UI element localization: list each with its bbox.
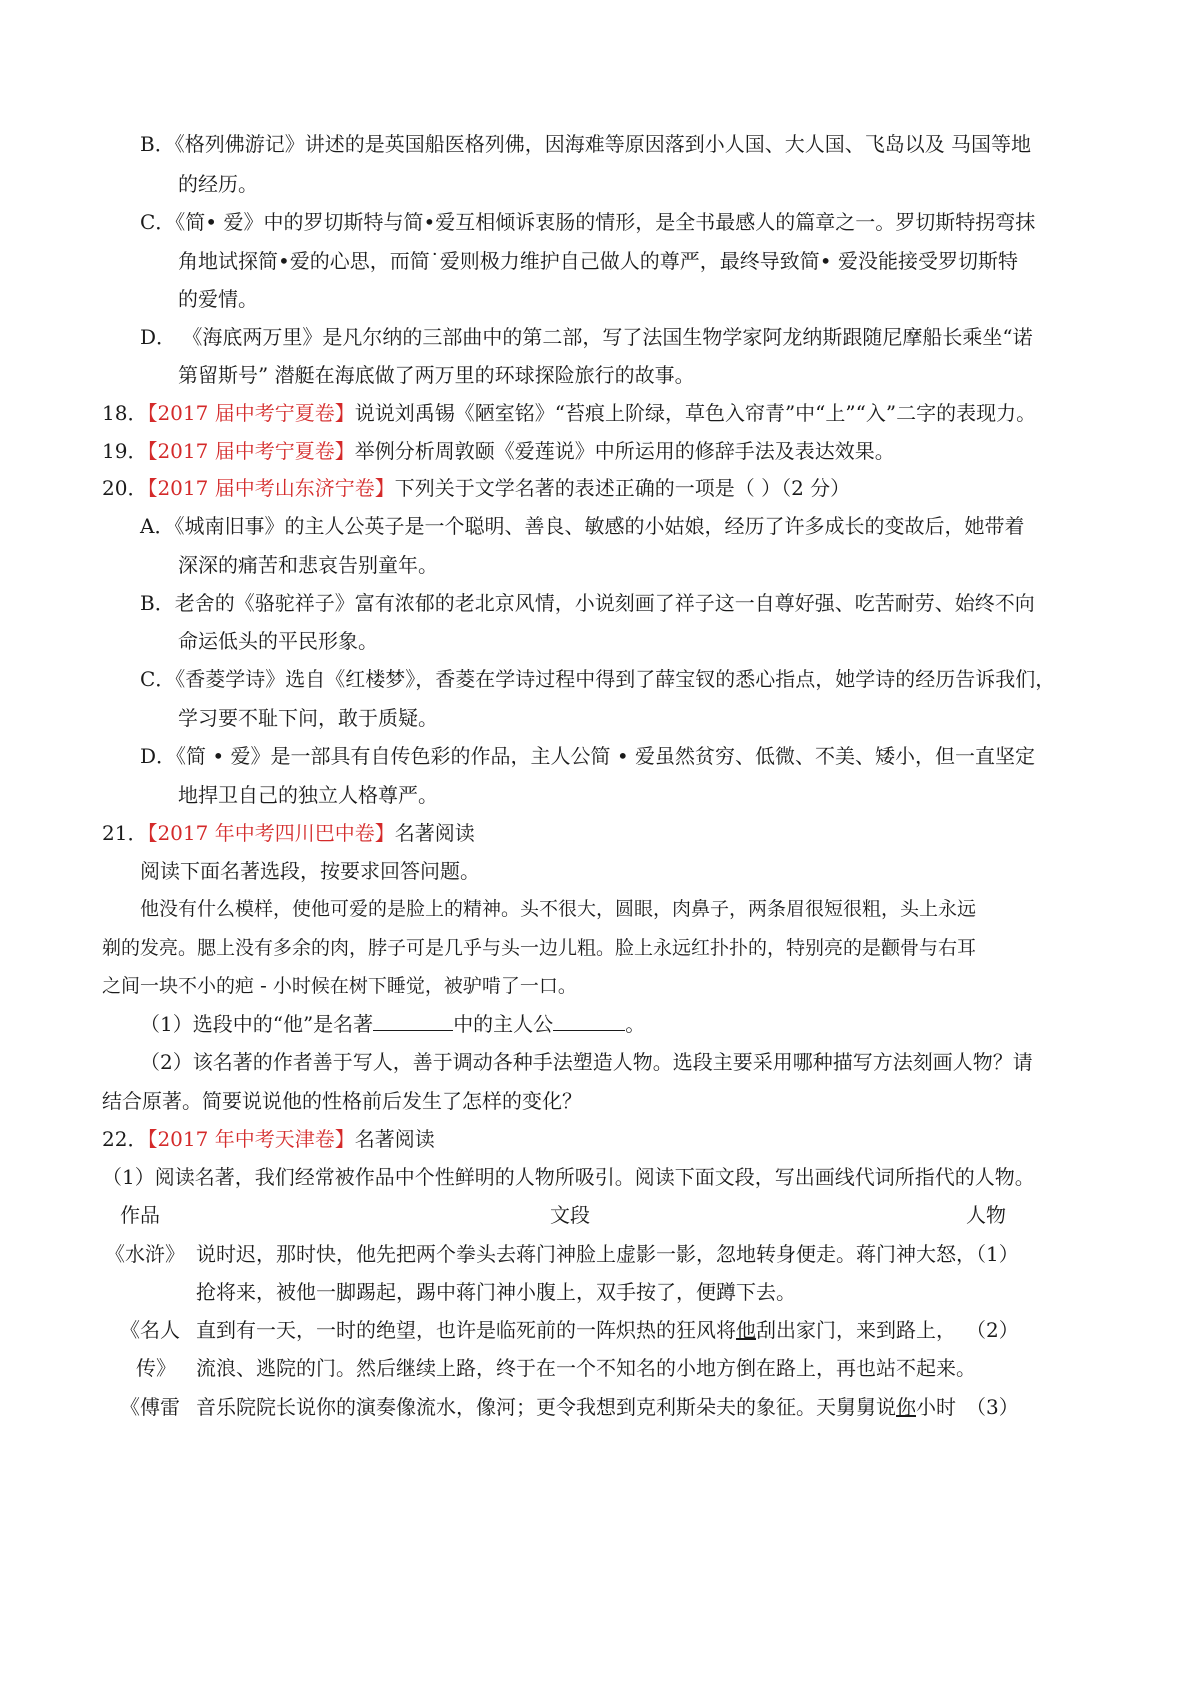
q21-sub2-line2: 结合原著。简要说说他的性格前后发生了怎样的变化？ — [102, 1089, 582, 1113]
q20-option-d-line2: 地捍卫自己的独立人格尊严。 — [178, 783, 438, 807]
q20-option-d-line1: D．《简 • 爱》是一部具有自传色彩的作品，主人公简 • 爱虽然贫穷、低微、不美、矮小，但一直坚定 — [140, 744, 1036, 768]
table-row-2-number: （2） — [966, 1318, 1019, 1342]
underlined-pronoun: 你 — [896, 1395, 916, 1419]
table-row-1-work: 《水浒》 — [105, 1242, 185, 1266]
q21-excerpt-line2: 剃的发亮。腮上没有多余的肉，脖子可是几乎与头一边儿粗。脸上永远红扑扑的，特别亮的是颧骨与右耳 — [102, 937, 977, 959]
answer-blank-protagonist[interactable] — [553, 1010, 625, 1031]
table-row-2-passage-line2: 流浪、逃院的门。然后继续上路，终于在一个不知名的小地方倒在路上，再也站不起来。 — [196, 1356, 976, 1380]
passage-text: 刮出家门，来到路上， — [756, 1318, 956, 1342]
q20-option-c-line1: C．《香菱学诗》选自《红楼梦》，香菱在学诗过程中得到了薛宝钗的悉心指点，她学诗的经历告诉我们， — [140, 667, 1056, 691]
passage-text: 小时 — [916, 1395, 956, 1419]
table-row-1-passage-line2: 抢将来，被他一脚踢起，踢中蒋门神小腹上，双手按了，便蹲下去。 — [196, 1280, 796, 1304]
question-18 — [102, 399, 1036, 427]
question-22 — [102, 1125, 435, 1153]
table-header-person: 人物 — [966, 1203, 1006, 1227]
question-text: 举例分析周敦颐《爱莲说》中所运用的修辞手法及表达效果。 — [354, 439, 895, 463]
q17-option-d-line1: D． 《海底两万里》是凡尔纳的三部曲中的第二部，写了法国生物学家阿龙纳斯跟随尼摩船长乘坐“诺 — [140, 325, 1033, 349]
q17-option-d-line2: 第留斯号” 潜艇在海底做了两万里的环球探险旅行的故事。 — [178, 363, 695, 387]
q21-sub1-text-c: 。 — [625, 1012, 646, 1036]
q21-sub1-text-a: （1）选段中的“他”是名著 — [140, 1012, 374, 1036]
question-source: 【2017 年中考天津卷】 — [147, 1127, 355, 1151]
question-text: 名著阅读 — [354, 1127, 435, 1151]
q17-option-c-line3: 的爱情。 — [178, 287, 258, 311]
table-header-work: 作品 — [120, 1203, 160, 1227]
q20-option-b-line1: B．老舍的《骆驼祥子》富有浓郁的老北京风情，小说刻画了祥子这一自尊好强、吃苦耐劳、始终不向 — [140, 591, 1035, 615]
q22-sub1: （1）阅读名著，我们经常被作品中个性鲜明的人物所吸引。阅读下面文段，写出画线代词所指代的人物。 — [102, 1165, 1035, 1189]
underlined-pronoun: 他 — [736, 1318, 756, 1342]
passage-text: 直到有一天，一时的绝望，也许是临死前的一阵炽热的狂风将 — [196, 1318, 736, 1342]
q20-option-a-line1: A．《城南旧事》的主人公英子是一个聪明、善良、敏感的小姑娘，经历了许多成长的变故后，她带着 — [140, 514, 1025, 538]
question-number: 19． — [102, 439, 148, 463]
q20-option-c-line2: 学习要不耻下问，敢于质疑。 — [178, 706, 438, 730]
q20-option-b-line2: 命运低头的平民形象。 — [178, 629, 378, 653]
question-source: 【2017 届中考宁夏卷】 — [147, 401, 355, 425]
table-row-1-number: （1） — [966, 1242, 1019, 1266]
answer-blank-book[interactable] — [373, 1010, 453, 1031]
question-text: 名著阅读 — [394, 821, 475, 845]
question-19 — [102, 437, 895, 465]
table-row-2-passage-line1 — [196, 1316, 956, 1344]
question-text: 说说刘禹锡《陋室铭》“苔痕上阶绿，草色入帘青”中“上”“入”二字的表现力。 — [354, 401, 1037, 425]
table-header-passage: 文段 — [550, 1203, 590, 1227]
question-text: 下列关于文学名著的表述正确的一项是（ ）（2 分） — [394, 476, 851, 500]
question-number: 18． — [102, 401, 148, 425]
q20-option-a-line2: 深深的痛苦和悲哀告别童年。 — [178, 553, 438, 577]
table-row-2-work-line2: 传》 — [136, 1356, 176, 1380]
q21-intro: 阅读下面名著选段，按要求回答问题。 — [140, 859, 480, 883]
q17-option-c-line2: 角地试探简•爱的心思，而简˙爱则极力维护自己做人的尊严，最终导致简• 爱没能接受罗切斯特 — [178, 249, 1018, 273]
passage-text: 音乐院院长说你的演奏像流水，像河；更令我想到克利斯朵夫的象征。天舅舅说 — [196, 1395, 896, 1419]
table-row-1-passage-line1: 说时迟，那时快，他先把两个拳头去蒋门神脸上虚影一影，忽地转身便走。蒋门神大怒， — [196, 1242, 976, 1266]
question-number: 20． — [102, 476, 148, 500]
table-row-3-work: 《傅雷 — [120, 1395, 180, 1419]
q17-option-b-line1: B．《格列佛游记》讲述的是英国船医格列佛，因海难等原因落到小人国、大人国、飞岛以及 马国等地 — [140, 132, 1032, 156]
question-number: 22． — [102, 1127, 148, 1151]
q21-sub1-text-b: 中的主人公 — [453, 1012, 554, 1036]
q17-option-b-line2: 的经历。 — [178, 172, 258, 196]
table-row-3-passage-line1 — [196, 1393, 956, 1421]
question-21 — [102, 819, 475, 847]
q21-sub2-line1: （2）该名著的作者善于写人，善于调动各种手法塑造人物。选段主要采用哪种描写方法刻画人物？请 — [140, 1050, 1033, 1074]
table-row-3-number: （3） — [966, 1395, 1019, 1419]
q21-excerpt-line1: 他没有什么模样，使他可爱的是脸上的精神。头不很大，圆眼，肉鼻子，两条眉很短很粗，头上永远 — [140, 898, 977, 920]
table-row-2-work-line1: 《名人 — [120, 1318, 180, 1342]
question-source: 【2017 年中考四川巴中卷】 — [147, 821, 395, 845]
question-source: 【2017 届中考山东济宁卷】 — [147, 476, 395, 500]
q17-option-c-line1: C．《简• 爱》中的罗切斯特与简•爱互相倾诉衷肠的情形，是全书最感人的篇章之一。罗切斯特拐弯抹 — [140, 210, 1036, 234]
q21-sub1 — [140, 1010, 645, 1038]
q21-excerpt-line3: 之间一块不小的疤 - 小时候在树下睡觉，被驴啃了一口。 — [102, 975, 577, 997]
question-20 — [102, 474, 850, 502]
question-source: 【2017 届中考宁夏卷】 — [147, 439, 355, 463]
question-number: 21． — [102, 821, 148, 845]
